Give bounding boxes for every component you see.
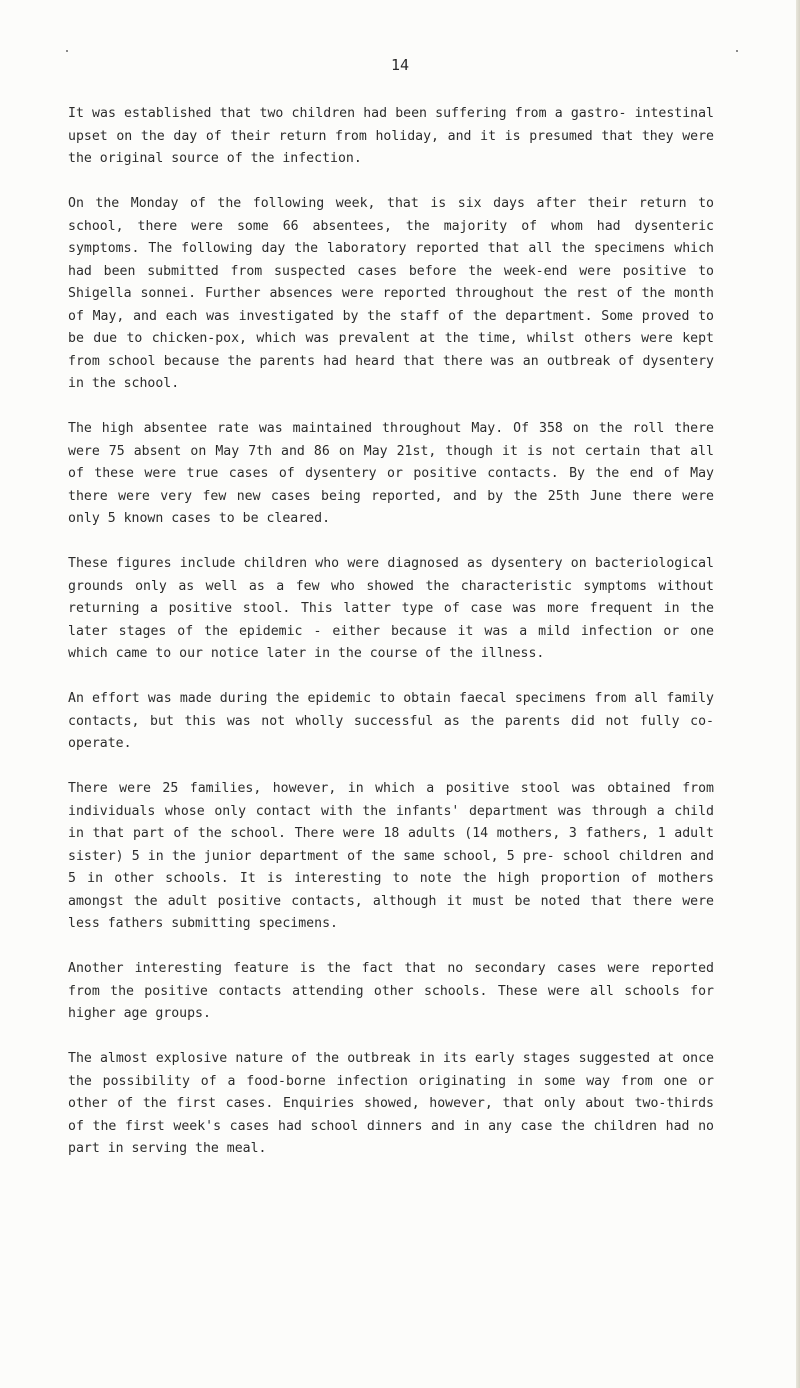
paragraph-5: An effort was made during the epidemic to obtain faecal specimens from all family contacts, but this was not wholly successful as the parents did not fully co-operate. — [68, 691, 714, 751]
scan-speck — [736, 50, 738, 52]
page-edge-shadow — [796, 0, 800, 1388]
page-number: 14 — [390, 56, 410, 74]
paragraph-7: Another interesting feature is the fact that no secondary cases were reported from the positive contacts attending other schools. These were all schools for higher age groups. — [68, 961, 714, 1021]
paragraph-1: It was established that two children had been suffering from a gastro- intestinal upset on the day of their return from holiday, and it is presumed that they were the original source of the infection. — [68, 106, 714, 166]
paragraph-2: On the Monday of the following week, that is six days after their return to school, there were some 66 absentees, the majority of whom had dysenteric symptoms. The following day the laboratory reported that all the specimens which had been submitted from suspected cases before the week-end were positive to Shigella sonnei. Further absences were reported throughout the rest of the month of May, and each was investigated by the staff of the department. Some proved to be due to chicken-pox, which was prevalent at the time, whilst others were kept from school because the parents had heard that there was an outbreak of dysentery in the school. — [68, 196, 714, 391]
paragraph-4: These figures include children who were diagnosed as dysentery on bacteriological grounds only as well as a few who showed the characteristic symptoms without returning a positive stool. This latter type of case was more frequent in the later stages of the epidemic - either because it was a mild infection or one which came to our notice later in the course of the illness. — [68, 556, 714, 661]
paragraph-8: The almost explosive nature of the outbreak in its early stages suggested at once the possibility of a food-borne infection originating in some way from one or other of the first cases. Enquiries showed, however, that only about two-thirds of the first week's cases had school dinners and in any case the children had no part in serving the meal. — [68, 1051, 714, 1156]
paragraph-3: The high absentee rate was maintained throughout May. Of 358 on the roll there were 75 absent on May 7th and 86 on May 21st, though it is not certain that all of these were true cases of dysentery or positive contacts. By the end of May there were very few new cases being reported, and by the 25th June there were only 5 known cases to be cleared. — [68, 421, 714, 526]
document-body — [68, 103, 714, 1183]
scan-speck — [66, 50, 68, 52]
paragraph-6: There were 25 families, however, in which a positive stool was obtained from individuals whose only contact with the infants' department was through a child in that part of the school. There were 18 adults (14 mothers, 3 fathers, 1 adult sister) 5 in the junior department of the same school, 5 pre- school children and 5 in other schools. It is interesting to note the high proportion of mothers amongst the adult positive contacts, although it must be noted that there were less fathers submitting specimens. — [68, 781, 714, 931]
